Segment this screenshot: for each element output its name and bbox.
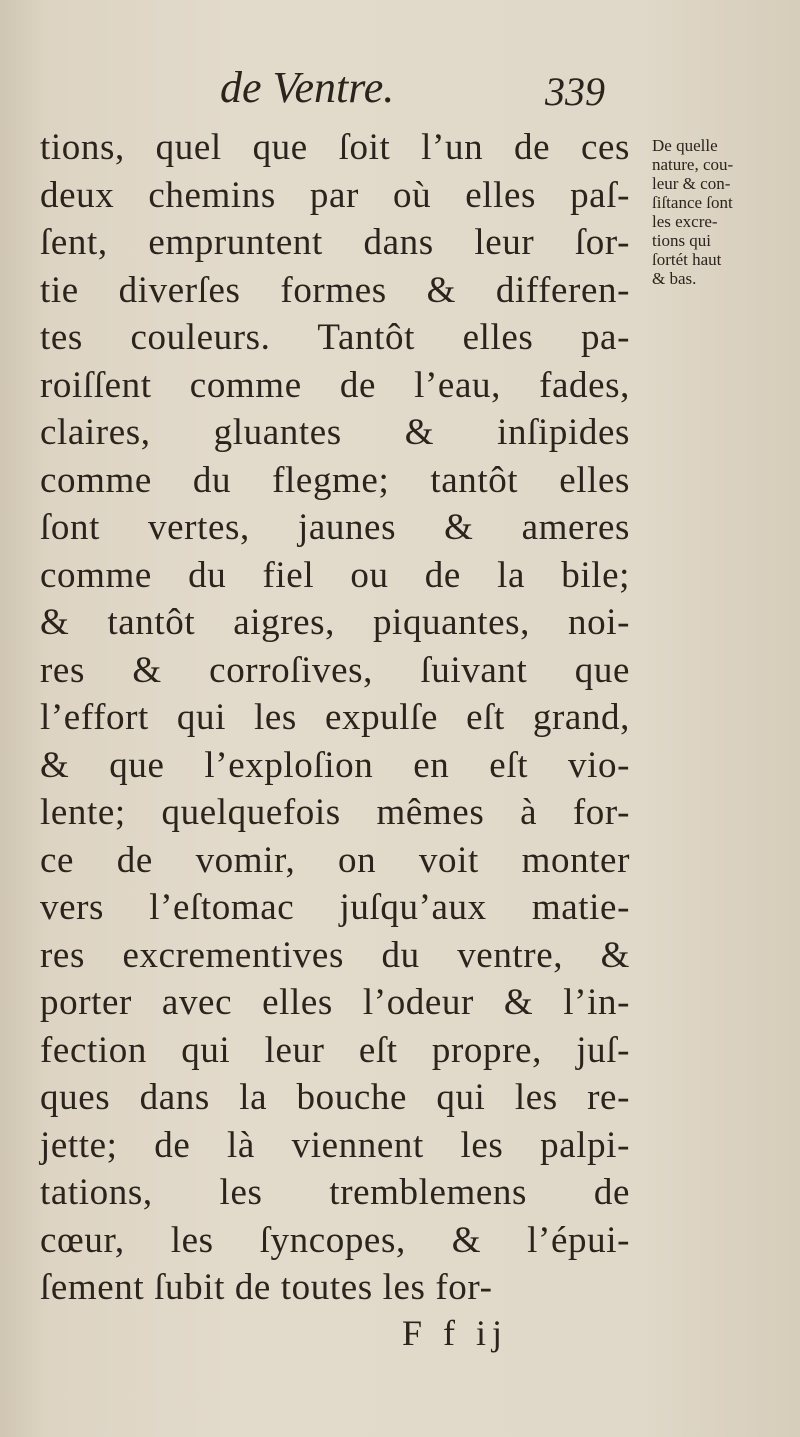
text-line: lente; quelquefois mêmes à for- xyxy=(40,792,630,833)
text-line: tions, quel que ſoit l’un de ces xyxy=(40,127,630,168)
marginal-note-line: nature, cou- xyxy=(652,155,734,174)
text-line: deux chemins par où elles paſ- xyxy=(40,174,630,216)
text-line: ce de vomir, on voit monter xyxy=(40,839,630,881)
text-line: jette; de là viennent les palpi- xyxy=(40,1124,630,1166)
page-number: 339 xyxy=(545,69,605,114)
text-line: tie diverſes formes & differen- xyxy=(40,269,630,311)
text-line: ſent, empruntent dans leur ſor- xyxy=(40,222,630,263)
marginal-note-line: & bas. xyxy=(652,269,697,288)
text-line: claires, gluantes & inſipides xyxy=(40,412,630,453)
text-line: ques dans la bouche qui les re- xyxy=(40,1077,630,1118)
marginal-note-line: tions qui xyxy=(652,231,712,250)
page-header xyxy=(220,62,640,122)
marginal-note xyxy=(652,136,770,288)
text-line: res & corroſives, ſuivant que xyxy=(40,649,630,691)
running-head: de Ventre. xyxy=(220,63,395,112)
text-line: roiſſent comme de l’eau, fades, xyxy=(40,364,630,406)
text-line: comme du fiel ou de la bile; xyxy=(40,554,630,596)
signature-mark: F f ij xyxy=(402,1313,509,1353)
text-line: ſement ſubit de toutes les for- xyxy=(40,1267,493,1308)
text-line: tations, les tremblemens de xyxy=(40,1172,630,1213)
text-line: fection qui leur eſt propre, juſ- xyxy=(40,1029,630,1071)
text-line: & que l’exploſion en eſt vio- xyxy=(40,744,630,786)
text-line: res excrementives du ventre, & xyxy=(40,934,630,976)
marginal-note-line: les excre- xyxy=(652,212,718,231)
marginal-note-line: leur & con- xyxy=(652,174,731,193)
marginal-note-line: ſortét haut xyxy=(652,250,722,269)
text-line: & tantôt aigres, piquantes, noi- xyxy=(40,602,630,643)
text-line: cœur, les ſyncopes, & l’épui- xyxy=(40,1219,630,1261)
text-line: comme du flegme; tantôt elles xyxy=(40,459,630,501)
text-line: vers l’eſtomac juſqu’aux matie- xyxy=(40,887,630,928)
body-text xyxy=(40,124,630,1312)
text-line: ſont vertes, jaunes & ameres xyxy=(40,507,630,548)
text-line: tes couleurs. Tantôt elles pa- xyxy=(40,317,630,358)
text-line: l’effort qui les expulſe eſt grand, xyxy=(40,697,630,738)
text-line: porter avec elles l’odeur & l’in- xyxy=(40,982,630,1023)
marginal-note-line: De quelle xyxy=(652,136,718,155)
marginal-note-line: ſiſtance ſont xyxy=(652,193,733,212)
